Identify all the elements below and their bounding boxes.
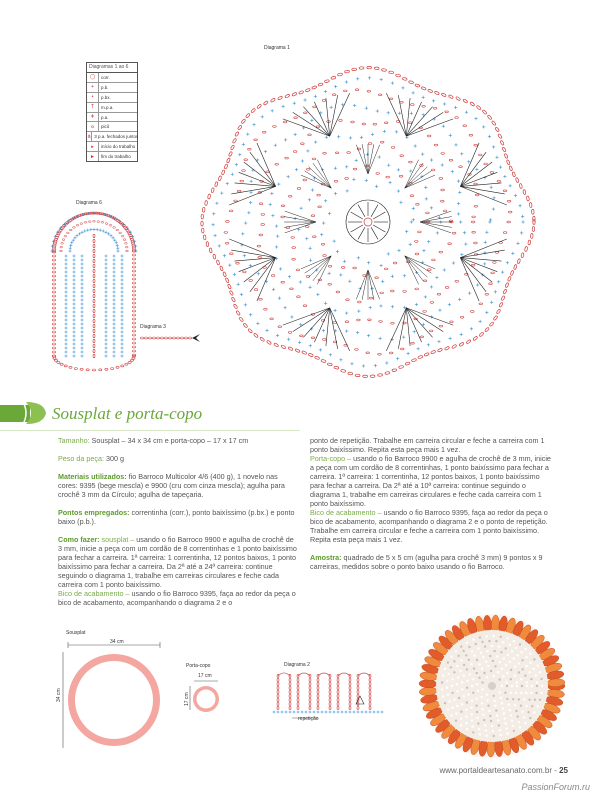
gauge-label: Amostra: [310, 553, 342, 562]
sousplat-schematic [60, 644, 170, 756]
legend-label: fim do trabalho [101, 154, 131, 160]
diagram-3-chart [138, 330, 204, 350]
diagram-1-label: Diagrama 1 [264, 45, 290, 51]
repeat-label: repetição [298, 716, 319, 722]
sousplat-height-label: 34 cm [56, 688, 62, 702]
diagram-6-chart [44, 206, 144, 374]
legend-box [86, 62, 138, 162]
page-footer [439, 766, 568, 775]
title-underline [0, 430, 300, 431]
legend-label: corr. [101, 74, 110, 80]
finished-piece-photo [416, 612, 568, 760]
watermark: PassionForum.ru [521, 782, 590, 792]
footer-separator: - [551, 766, 560, 775]
legend-label: picô [101, 124, 110, 130]
instructions-left-column [58, 436, 298, 607]
coaster-width-label: 17 cm [198, 673, 212, 679]
edging-label: Bico de acabamento – [58, 589, 130, 598]
picot-icon: ᴑ [87, 122, 99, 131]
diagram-6-label: Diagrama 6 [76, 200, 102, 206]
legend-row [87, 132, 137, 142]
diagram-1-chart [182, 50, 558, 396]
arrow-filled-icon: ► [87, 152, 99, 161]
plus-icon: + [87, 83, 99, 92]
t-icon: T [87, 103, 99, 112]
stitches-label: Pontos empregados: [58, 508, 130, 517]
legend-row [87, 122, 137, 132]
t-cross-icon: ǂ [87, 113, 99, 122]
legend-row [87, 113, 137, 123]
legend-label: início do trabalho [101, 144, 136, 150]
coaster-text: usando o fio Barroco 9900 e agulha de crochê de 3 mm, inicie a peça com um cordão de 8 correntinhas, 1 ponto baixíssimo para fechar a carreira. 1ª carreira: 1 correntinha, 12 pontos baixos, 1 ponto baixíssimo para fechar a carreira. Da 2ª até a 10ª carreira: continue seguindo o diagrama 1, trabalhe em carreiras circulares e feche cada carreira com 1 ponto baixíssimo. [310, 454, 551, 508]
continuation-text: ponto de repetição. Trabalhe em carreira circular e feche a carreira com 1 ponto baixíssimo. Repita esta peça mais 1 vez. [310, 436, 545, 454]
coaster-schematic-label: Porta-copo [186, 663, 211, 669]
dot-plus-icon: • [87, 93, 99, 102]
legend-label: p.bx. [101, 94, 111, 100]
size-text: Sousplat – 34 x 34 cm e porta-copo – 17 x 17 cm [89, 436, 249, 445]
footer-url[interactable]: www.portaldeartesanato.com.br [439, 766, 552, 775]
coaster-schematic [188, 680, 224, 716]
oval-icon: ◯ [87, 73, 99, 82]
legend-label: p.a. [101, 114, 109, 120]
arrow-icon: ▸ [87, 142, 99, 151]
size-label: Tamanho: [58, 436, 90, 445]
instructions-right-column [310, 436, 554, 580]
diagram-2-chart [272, 668, 392, 726]
diagram-3-label: Diagrama 3 [140, 324, 166, 330]
legend-row [87, 73, 137, 83]
materials-label: Materiais utilizados: [58, 472, 127, 481]
legend-label: 3 p.a. fechados juntos [94, 134, 139, 140]
coaster-label: Porta-copo – [310, 454, 352, 463]
page-title: Sousplat e porta-copo [52, 404, 203, 423]
weight-text: 300 g [103, 454, 124, 463]
legend-row [87, 103, 137, 113]
weight-label: Peso da peça: [58, 454, 104, 463]
legend-title: Diagramas 1 ao 6 [87, 63, 137, 73]
page-number: 25 [559, 766, 568, 775]
materials-text: fio Barroco Multicolor 4/6 (400 g), 1 novelo nas cores: 9395 (bege mescla) e 9900 (cru com cinza mescla); agulha para crochê 3 mm da Círculo; agulha de tapeçaria. [58, 472, 285, 499]
legend-label: p.b. [101, 84, 109, 90]
legend-label: m.p.a. [101, 104, 114, 110]
stitches-text: correntinha (corr.), ponto baixíssimo (p.bx.) e ponto baixo (p.b.). [58, 508, 295, 526]
sousplat-width-label: 34 cm [110, 639, 124, 645]
edging-label-2: Bico de acabamento – [310, 508, 382, 517]
legend-row [87, 83, 137, 93]
how-to-text: usando o fio Barroco 9900 e agulha de crochê de 3 mm, inicie a peça com um cordão de 8 correntinhas e 1 ponto baixíssimo para fechar a carreira. 1ª carreira: 1 correntinha, 12 pontos baixos, 1 ponto baixíssimo para fechar a carreira. Da 2ª até a 24ª carreira: continue seguindo o diagrama 1, trabalhe em carreiras circulares e feche cada carreira com 1 ponto baixíssimo. [58, 535, 297, 589]
legend-row [87, 152, 137, 161]
title-leaf-decoration [0, 398, 48, 428]
coaster-height-label: 17 cm [184, 692, 190, 706]
legend-row [87, 142, 137, 152]
how-to-label: Como fazer: [58, 535, 100, 544]
gauge-text: quadrado de 5 x 5 cm (agulha para crochê 3 mm) 9 pontos x 9 carreiras, medidos sobre o ponto baixo usando o fio Barroco. [310, 553, 543, 571]
edging-text-2: usando o fio Barroco 9395, faça ao redor da peça o bico de acabamento, acompanhando o diagrama 2 e o ponto de repetição. Trabalhe em carreira circular e feche a carreira com 1 ponto baixíssimo. Repita esta peça mais 1 vez. [310, 508, 548, 544]
sousplat-label: Sousplat [66, 630, 86, 636]
legend-row [87, 93, 137, 103]
fan-icon: ⋔ [87, 133, 92, 140]
how-to-sub: sousplat – [99, 535, 135, 544]
diagram-2-label: Diagrama 2 [284, 662, 310, 668]
edging-text: usando o fio Barroco 9395, faça ao redor da peça o bico de acabamento, acompanhando o diagrama 2 e o [58, 589, 296, 607]
